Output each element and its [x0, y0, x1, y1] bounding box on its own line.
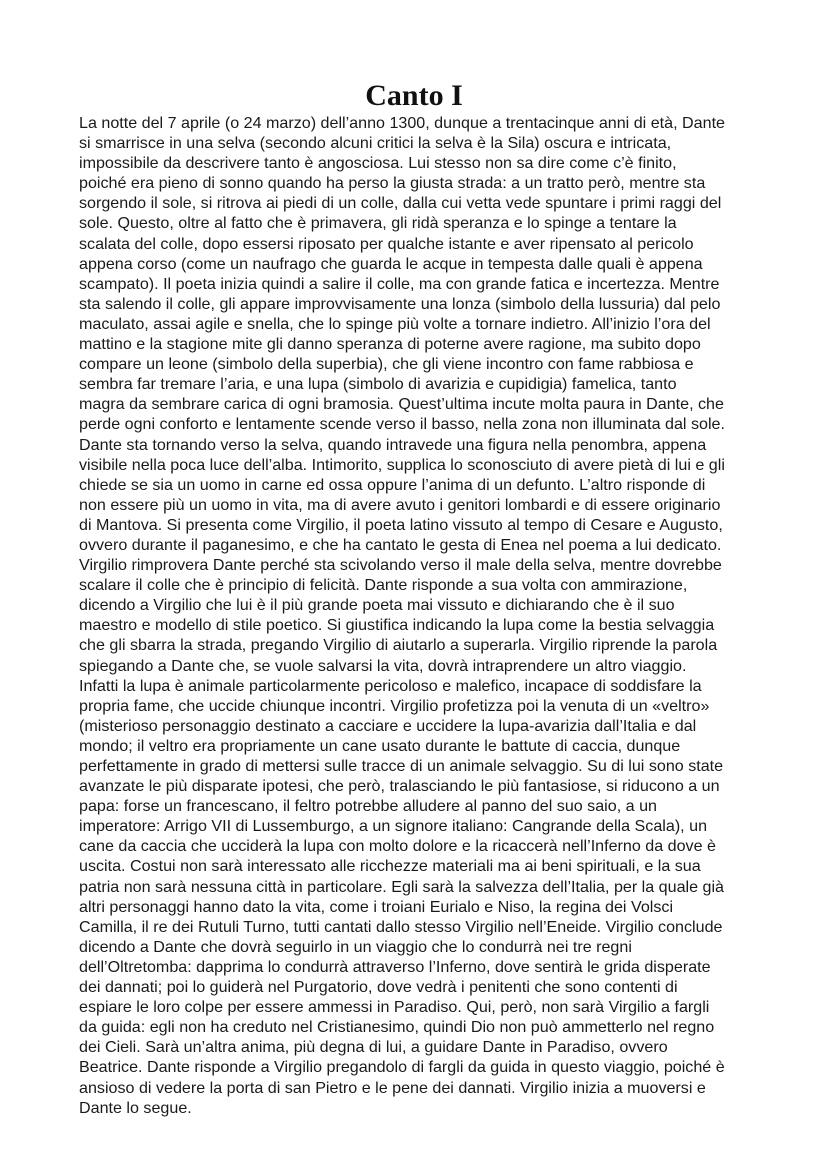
text-line: Dante sta tornando verso la selva, quando intravede una figura nella penombra, appena [79, 435, 707, 454]
text-line: altri personaggi hanno dato la vita, come i troiani Eurialo e Niso, la regina dei Volsci [79, 897, 674, 916]
text-line: scalata del colle, dopo essersi riposato per qualche istante e aver ripensato al pericolo [79, 234, 694, 253]
text-line: sorgendo il sole, si ritrova ai piedi di un colle, dalla cui vetta vede spuntare i primi raggi del [79, 194, 722, 213]
text-line: dicendo a Dante che dovrà seguirlo in un viaggio che lo condurrà nei tre regni [79, 937, 632, 956]
text-line: maculato, assai agile e snella, che lo spinge più volte a tornare indietro. All’inizio l’ora del [79, 314, 711, 333]
text-line: espiare le loro colpe per essere ammessi in Paradiso. Qui, però, non sarà Virgilio a fargli [79, 998, 710, 1017]
text-line: perfettamente in grado di mettersi sulle tracce di un animale selvaggio. Su di lui sono state [79, 757, 724, 775]
text-line: Beatrice. Dante risponde a Virgilio pregandolo di fargli da guida in questo viaggio, poiché è [79, 1058, 725, 1077]
text-line: Camilla, il re dei Rutuli Turno, tutti cantati dallo stesso Virgilio nell’Eneide. Virgilio conclude [79, 917, 723, 936]
body-paragraph [79, 113, 769, 1118]
text-line: avanzate le più disparate ipotesi, che però, tralasciando le più fantasiose, si riducono a un [79, 777, 720, 796]
text-line: Dante lo segue. [79, 1098, 192, 1117]
text-line: cane da caccia che ucciderà la lupa con molto dolore e la ricaccerà nell’Inferno da dove è [79, 837, 716, 856]
text-line: dei dannati; poi lo guiderà nel Purgatorio, dove vedrà i penitenti che sono contenti di [79, 978, 678, 997]
text-line: propria fame, che uccide chiunque incontri. Virgilio profetizza poi la venuta di un «veltro» [79, 696, 710, 715]
text-line: sembra far tremare l’aria, e una lupa (simbolo di avarizia e cupidigia) famelica, tanto [79, 375, 677, 394]
text-line: ovvero durante il paganesimo, e che ha cantato le gesta di Enea nel poema a lui dedicato. [79, 535, 722, 554]
text-line: non essere più un uomo in vita, ma di avere avuto i genitori lombardi e di essere originario [79, 495, 721, 514]
text-line: mondo; il veltro era propriamente un cane usato durante le battute di caccia, dunque [79, 736, 681, 755]
text-line: scalare il colle che è principio di felicità. Dante risponde a sua volta con ammirazione, [79, 576, 688, 595]
text-line: impossibile da descrivere tanto è angosciosa. Lui stesso non sa dire come c’è finito, [79, 154, 677, 173]
text-line: papa: forse un francescano, il feltro potrebbe alludere al panno del suo saio, a un [79, 797, 657, 816]
text-line: uscita. Costui non sarà interessato alle ricchezze materiali ma ai beni spirituali, e la sua [79, 857, 701, 876]
text-line: (misterioso personaggio destinato a cacciare e uccidere la lupa-avarizia dall’Italia e dal [79, 716, 697, 735]
text-line: di Mantova. Si presenta come Virgilio, il poeta latino vissuto al tempo di Cesare e Augusto, [79, 515, 723, 534]
text-line: patria non sarà nessuna città in particolare. Egli sarà la salvezza dell’Italia, per la quale già [79, 877, 725, 896]
text-line: poiché era pieno di sonno quando ha perso la giusta strada: a un tratto però, mentre sta [79, 174, 706, 193]
text-line: visibile nella poca luce dell’alba. Intimorito, supplica lo sconosciuto di avere pietà di lui e gli [79, 455, 725, 474]
text-line: chiede se sia un uomo in carne ed ossa oppure l’anima di un defunto. L’altro risponde di [79, 475, 706, 494]
text-line: La notte del 7 aprile (o 24 marzo) dell’anno 1300, dunque a trentacinque anni di età, Dante [79, 114, 725, 132]
text-line: Virgilio rimprovera Dante perché sta scivolando verso il male della selva, mentre dovrebbe [79, 556, 722, 575]
text-line: mattino e la stagione mite gli danno speranza di poterne avere ragione, ma subito dopo [79, 335, 701, 354]
text-line: ansioso di vedere la porta di san Pietro e le pene dei dannati. Virgilio inizia a muoversi e [79, 1078, 706, 1097]
text-line: appena corso (come un naufrago che guarda le acque in tempesta dalle quali è appena [79, 254, 703, 273]
text-line: dei Cieli. Sarà un’altra anima, più degna di lui, a guidare Dante in Paradiso, ovvero [79, 1038, 668, 1057]
page-title: Canto I [365, 79, 463, 112]
text-line: scampato). Il poeta inizia quindi a salire il colle, ma con grande fatica e incertezza. Mentre [79, 274, 720, 293]
text-line: dicendo a Virgilio che lui è il più grande poeta mai vissuto e dichiarando che è il suo [79, 596, 675, 615]
text-line: sole. Questo, oltre al fatto che è primavera, gli ridà speranza e lo spinge a tentare la [79, 214, 677, 233]
text-line: sta salendo il colle, gli appare improvvisamente una lonza (simbolo della lussuria) dal pelo [79, 294, 721, 313]
text-line: che gli sbarra la strada, pregando Virgilio di aiutarlo a superarla. Virgilio riprende la parola [79, 636, 718, 655]
text-line: Infatti la lupa è animale particolarmente pericoloso e malefico, incapace di soddisfare la [79, 676, 702, 695]
text-line: compare un leone (simbolo della superbia), che gli viene incontro con fame rabbiosa e [79, 355, 694, 374]
text-line: spiegando a Dante che, se vuole salvarsi la vita, dovrà intraprendere un altro viaggio. [79, 656, 687, 675]
text-line: da guida: egli non ha creduto nel Cristianesimo, quindi Dio non può ammetterlo nel regno [79, 1018, 715, 1037]
text-line: dell’Oltretomba: dapprima lo condurrà attraverso l’Inferno, dove sentirà le grida disperate [79, 957, 711, 976]
text-line: magra da sembrare carica di ogni bramosia. Quest’ultima incute molta paura in Dante, che [79, 395, 724, 414]
text-line: perde ogni conforto e lentamente scende verso il basso, nella zona non illuminata dal sole. [79, 415, 725, 434]
text-line: imperatore: Arrigo VII di Lussemburgo, a un signore italiano: Cangrande della Scala), un [79, 817, 708, 836]
text-line: si smarrisce in una selva (secondo alcuni critici la selva è la Sila) oscura e intricata, [79, 134, 672, 153]
text-line: maestro e modello di stile poetico. Si giustifica indicando la lupa come la bestia selvaggia [79, 616, 715, 635]
